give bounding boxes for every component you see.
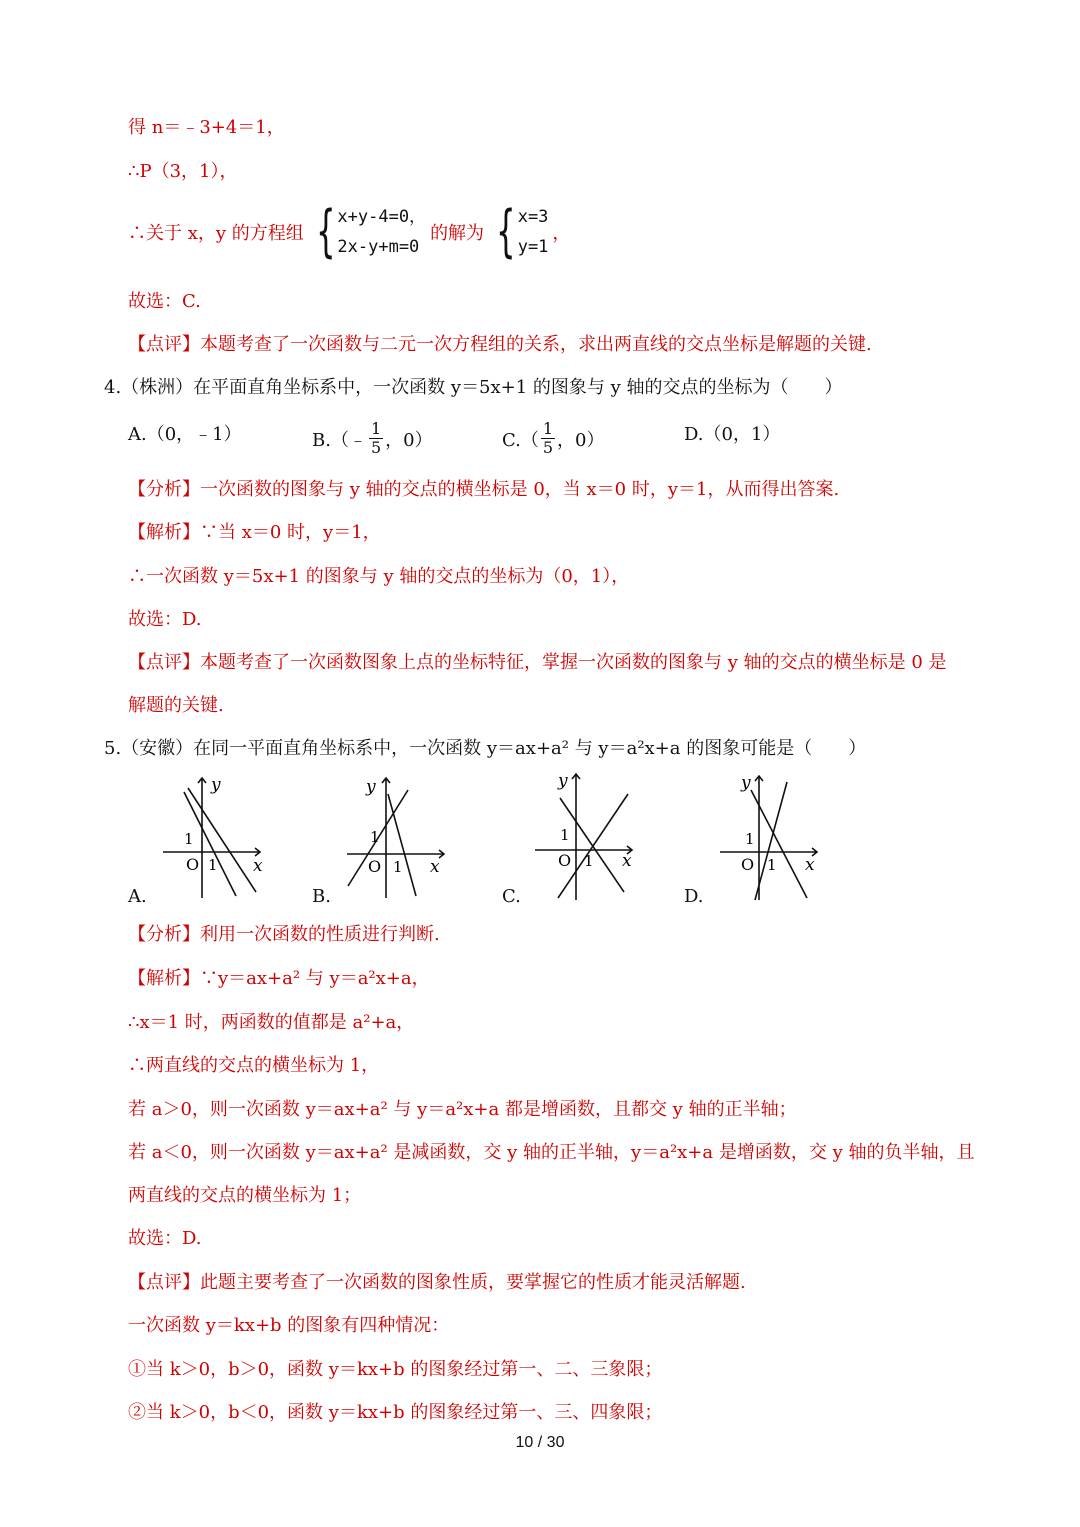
system-intro: ∴关于 x，y 的方程组: [128, 223, 304, 244]
x-label: x: [430, 857, 440, 877]
fraction-den: 5: [370, 438, 382, 457]
question-4-options: [128, 420, 948, 460]
q5-solution: [128, 964, 430, 990]
one-label-x: 1: [208, 856, 218, 874]
fraction-num: 1: [370, 419, 382, 438]
origin-label: O: [558, 851, 572, 870]
equation-row: x+y-4=0，: [337, 207, 427, 227]
q5-solution-6: 两直线的交点的横坐标为 1；: [128, 1185, 362, 1206]
comment-text: 本题考查了一次函数图象上点的坐标特征，掌握一次函数的图象与 y 轴的交点的横坐标是 0 是: [200, 652, 947, 673]
comment-text: 本题考查了一次函数与二元一次方程组的关系，求出两直线的交点坐标是解题的关键.: [200, 334, 872, 355]
option-b-post: ，0）: [385, 429, 433, 451]
system-mid: 的解为: [430, 223, 485, 244]
brace-icon: {: [315, 199, 336, 264]
system-post: ，: [552, 223, 571, 244]
y-label: y: [558, 771, 568, 791]
x-label: x: [253, 856, 263, 876]
graph-a: [158, 768, 268, 903]
q5-answer: 故选：D.: [128, 1228, 202, 1249]
option-b-pre: B.（﹣: [312, 429, 367, 451]
q5-comment-2: 一次函数 y＝kx+b 的图象有四种情况：: [128, 1315, 450, 1336]
y-label: y: [366, 777, 376, 797]
solution-line-n: 得 n＝﹣3+4＝1，: [128, 117, 285, 138]
x-label: x: [622, 851, 632, 871]
graph-d-label: D.: [684, 886, 704, 907]
q5-solution-2: ∴x＝1 时，两函数的值都是 a²+a，: [128, 1012, 415, 1033]
graph-c: [530, 768, 640, 903]
line-2: [388, 794, 416, 896]
solution-row: y=1: [517, 237, 549, 257]
page-number: 10 / 30: [515, 1434, 565, 1451]
fraction-den: 5: [542, 438, 554, 457]
one-label-x: 1: [393, 858, 403, 876]
comment-line: [128, 330, 872, 356]
solution-text: ∵当 x＝0 时，y＝1，: [200, 522, 381, 543]
q4-solution: [128, 518, 381, 544]
comment-text: 此题主要考查了一次函数的图象性质，要掌握它的性质才能灵活解题.: [200, 1272, 746, 1293]
q4-answer: 故选：D.: [128, 609, 202, 630]
answer-line: 故选：C.: [128, 291, 201, 312]
graph-b-label: B.: [312, 886, 331, 907]
fraction: [541, 420, 555, 457]
option-b: [312, 420, 433, 457]
option-c-post: ，0）: [557, 429, 605, 451]
one-label-y: 1: [184, 830, 194, 848]
question-4-stem: 4.（株洲）在平面直角坐标系中，一次函数 y＝5x+1 的图象与 y 轴的交点的坐标为（ ）: [104, 377, 843, 398]
fraction-num: 1: [542, 419, 554, 438]
one-label-x: 1: [584, 852, 594, 870]
analysis-text: 利用一次函数的性质进行判断.: [200, 924, 440, 945]
one-label-x: 1: [767, 856, 777, 874]
one-label-y: 1: [745, 830, 755, 848]
q5-solution-3: ∴两直线的交点的横坐标为 1，: [128, 1055, 380, 1076]
q5-solution-4: 若 a＞0，则一次函数 y＝ax+a² 与 y＝a²x+a 都是增函数，且都交 y 轴的正半轴；: [128, 1099, 797, 1120]
question-5-stem: 5.（安徽）在同一平面直角坐标系中，一次函数 y＝ax+a² 与 y＝a²x+a 的图象可能是（ ）: [104, 738, 867, 759]
solution-system: [488, 199, 549, 264]
option-a: A.（0，﹣1）: [128, 424, 242, 445]
graph-c-label: C.: [502, 886, 521, 907]
comment-tag: 【点评】: [128, 334, 200, 355]
comment-tag: 【点评】: [128, 652, 200, 673]
q5-solution-5: 若 a＜0，则一次函数 y＝ax+a² 是减函数，交 y 轴的正半轴，y＝a²x+a 是增函数，交 y 轴的负半轴，且: [128, 1142, 975, 1163]
one-label-y: 1: [370, 828, 380, 846]
graph-b: [342, 768, 452, 903]
equation-row: 2x-y+m=0: [337, 237, 420, 257]
solution-tag: 【解析】: [128, 968, 200, 989]
comment-tag: 【点评】: [128, 1272, 200, 1293]
y-label: y: [741, 773, 751, 793]
origin-label: O: [186, 855, 200, 874]
solution-line-system: [128, 199, 571, 264]
q4-analysis: [128, 475, 839, 501]
line-2: [188, 788, 256, 892]
origin-label: O: [741, 855, 755, 874]
q4-solution-2: ∴一次函数 y＝5x+1 的图象与 y 轴的交点的坐标为（0，1），: [128, 566, 630, 587]
origin-label: O: [368, 857, 382, 876]
equation-system: [308, 199, 427, 264]
one-label-y: 1: [560, 826, 570, 844]
option-c-pre: C.（: [502, 429, 539, 451]
q5-analysis: [128, 920, 440, 946]
q4-comment-2: 解题的关键.: [128, 695, 224, 716]
x-label: x: [805, 855, 815, 875]
q4-comment: [128, 648, 947, 674]
solution-row: x=3: [517, 207, 549, 227]
solution-text: ∵y＝ax+a² 与 y＝a²x+a，: [200, 968, 430, 989]
analysis-tag: 【分析】: [128, 479, 200, 500]
brace-icon: {: [496, 199, 516, 264]
graph-a-label: A.: [128, 886, 147, 907]
y-label: y: [211, 775, 221, 795]
option-c: [502, 420, 605, 457]
analysis-text: 一次函数的图象与 y 轴的交点的横坐标是 0，当 x＝0 时，y＝1，从而得出答案.: [200, 479, 840, 500]
fraction: [369, 420, 383, 457]
solution-tag: 【解析】: [128, 522, 200, 543]
option-d: D.（0，1）: [684, 424, 781, 445]
q5-comment: [128, 1268, 746, 1294]
q5-comment-4: ②当 k＞0，b＜0，函数 y＝kx+b 的图象经过第一、三、四象限；: [128, 1402, 663, 1423]
q5-comment-3: ①当 k＞0，b＞0，函数 y＝kx+b 的图象经过第一、二、三象限；: [128, 1359, 663, 1380]
analysis-tag: 【分析】: [128, 924, 200, 945]
solution-line-point: ∴P（3，1），: [128, 161, 238, 182]
graph-d: [715, 768, 825, 903]
line-1: [560, 798, 624, 892]
